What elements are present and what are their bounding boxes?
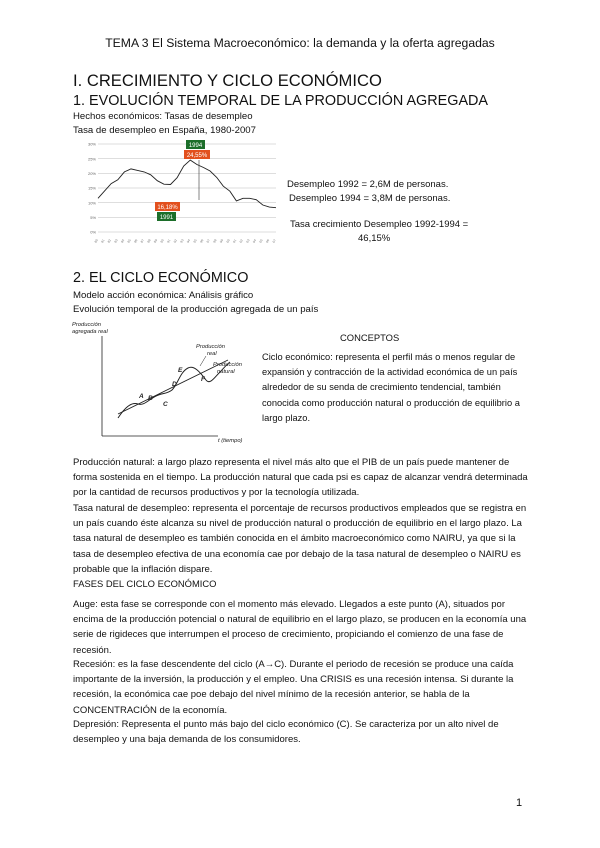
nairu-paragraph	[73, 501, 531, 577]
real-output-label-2: real	[207, 351, 217, 357]
recesion-text: : es la fase descendente del ciclo (A→C). Durante el periodo de recesión se produce una caída importante de la inversión, la producción y el empleo. Una CRISIS es una recesión intensa. Si durante la recesión, la económica cae poe debajo del nivel mínimo de la recesión anterior, se habla de la CONCENTRACIÓN de la economía.	[73, 659, 514, 716]
auge-text: : esta fase se corresponde con el momento más elevado. Llegados a este punto (A), situados por encima de la producción potencial o natural de equilibrio en el largo plazo, se producen en la economía una serie de rigideces que interrumpen el proceso de crecimiento, propiciando el comienzo de una fase de recesión.	[73, 599, 527, 656]
business-cycle-diagram	[68, 318, 254, 446]
chart-y-tick-label: 25%	[87, 156, 96, 162]
diagram-y-label-1: Producción	[72, 322, 102, 328]
point-label-a: A	[139, 393, 144, 400]
trend-label-1: Producción	[213, 362, 243, 368]
chart-x-tick-label: 99	[218, 238, 225, 244]
chart-x-tick-label: 82	[106, 238, 113, 244]
nairu-term: Tasa natural de desempleo	[73, 503, 188, 514]
chart-y-tick-label: 15%	[87, 185, 96, 191]
chart-x-tick-label: 00	[225, 238, 231, 244]
model-line: Modelo acción económica: Análisis gráfico	[73, 290, 254, 301]
chart-x-tick-label: 01	[232, 238, 238, 244]
chart-caption: Tasa de desempleo en España, 1980-2007	[73, 125, 256, 136]
chart-x-tick-label: 96	[199, 238, 205, 244]
chart-x-tick-label: 92	[172, 238, 178, 244]
point-label-c: C	[163, 401, 168, 408]
evolution-line: Evolución temporal de la producción agregada de un país	[73, 304, 319, 315]
subsection-title-2: 2. EL CICLO ECONÓMICO	[73, 270, 249, 286]
depresion-paragraph	[73, 717, 531, 747]
chart-x-tick-label: 88	[146, 238, 152, 244]
trough-rate-label: 16,18%	[157, 205, 178, 211]
chart-x-tick-label: 94	[185, 238, 192, 244]
diagram-x-label: t (tiempo)	[218, 438, 243, 444]
chart-x-tick-label: 89	[152, 238, 159, 244]
chart-x-tick-label: 81	[100, 238, 106, 244]
point-label-d: D	[172, 381, 177, 388]
diagram-y-label-2: agregada real	[72, 329, 108, 335]
chart-y-tick-label: 10%	[87, 200, 96, 206]
chart-x-tick-label: 86	[133, 238, 139, 244]
chart-x-tick-label: 02	[238, 238, 244, 244]
chart-x-tick-label: 84	[119, 238, 126, 244]
chart-x-tick-label: 80	[93, 238, 99, 244]
real-output-pointer	[200, 356, 206, 366]
page-number: 1	[516, 797, 523, 809]
note-growth: Tasa crecimiento Desempleo 1992-1994 =	[290, 219, 469, 230]
concepts-text: : representa el perfil más o menos regular de expansión y contracción de la actividad económica de un país alrededor de su senda de crecimiento tendencial, también conocida como producción natural o producción de equilibrio a largo plazo.	[262, 352, 520, 423]
point-label-f: F	[201, 376, 205, 383]
chart-x-tick-label: 90	[159, 238, 165, 244]
chart-x-tick-label: 98	[212, 238, 218, 244]
chart-y-tick-label: 30%	[87, 141, 96, 147]
chart-x-tick-label: 87	[139, 238, 146, 244]
chart-x-tick-label: 97	[205, 238, 211, 244]
chart-x-tick-label: 91	[166, 238, 172, 244]
natural-output-paragraph	[73, 455, 531, 501]
depresion-text: : Representa el punto más bajo del ciclo económico (C). Se caracteriza por un alto nivel de desempleo y una baja demanda de los consumidores.	[73, 719, 499, 746]
chart-x-tick-label: 04	[251, 238, 258, 244]
chart-x-tick-label: 03	[245, 238, 251, 244]
natural-output-text: : a largo plazo representa el nivel más alto que el PIB de un país puede mantener de forma sostenida en el tiempo. La producción natural que cada psi es capaz de alcanzar vendrá determinada por la cantidad de recursos productivos y por la tecnología utilizada.	[73, 457, 528, 499]
chart-x-tick-label: 05	[258, 238, 264, 244]
phases-title: FASES DEL CICLO ECONÓMICO	[73, 578, 217, 589]
chart-y-tick-label: 0%	[90, 229, 96, 235]
chart-x-tick-label: 85	[126, 238, 132, 244]
real-output-label-1: Producción	[196, 344, 226, 350]
subsection-title-1: 1. EVOLUCIÓN TEMPORAL DE LA PRODUCCIÓN AGREGADA	[73, 93, 489, 109]
chart-x-tick-label: 07	[271, 238, 277, 244]
point-label-e: E	[178, 367, 183, 374]
unemployment-chart	[80, 138, 280, 262]
facts-line: Hechos económicos: Tasas de desempleo	[73, 111, 253, 122]
trough-year-label: 1991	[159, 215, 174, 221]
chart-y-ticks	[88, 142, 96, 235]
note-1992: Desempleo 1992 = 2,6M de personas.	[287, 179, 449, 190]
chart-x-tick-label: 83	[113, 238, 119, 244]
note-growth-value: 46,15%	[358, 233, 391, 244]
natural-output-term: Producción natural	[73, 457, 153, 468]
auge-paragraph	[73, 597, 531, 658]
chart-x-tick-label: 95	[192, 238, 198, 244]
chart-y-tick-label: 5%	[90, 214, 96, 220]
auge-term: Auge	[73, 599, 96, 610]
chart-y-tick-label: 20%	[87, 170, 96, 176]
peak-rate-label: 24,55%	[186, 153, 208, 159]
trend-label-2: natural	[217, 369, 235, 375]
depresion-term: Depresión	[73, 719, 117, 730]
chart-x-tick-label: 93	[179, 238, 185, 244]
chart-x-ticks	[94, 238, 277, 243]
nairu-text: : representa el porcentaje de recursos productivos empleados que se registra en un país cuando éste alcanza su nivel de producción natural o producción de equilibrio en el largo plazo. La tasa natural de desempleo es también conocida en el ámbito macroeconómico como NAIRU, ya que si la tasa de desempleo efectiva de una economía cae por debajo de la tasa natural de desempleo o NAIRU es probable que la inflación dispare.	[73, 503, 527, 575]
unemployment-series-line	[98, 160, 276, 208]
concepts-title: CONCEPTOS	[340, 332, 400, 343]
chart-x-tick-label: 06	[265, 238, 271, 244]
concepts-term: Ciclo económico	[262, 352, 331, 362]
recesion-paragraph	[73, 657, 531, 718]
peak-year-label: 1994	[188, 143, 203, 149]
concepts-definition	[262, 350, 534, 426]
section-title: I. CRECIMIENTO Y CICLO ECONÓMICO	[73, 71, 382, 90]
page-header: TEMA 3 El Sistema Macroeconómico: la demanda y la oferta agregadas	[105, 36, 495, 50]
note-1994: Desempleo 1994 = 3,8M de personas.	[289, 193, 451, 204]
real-output-curve	[118, 362, 230, 418]
recesion-term: Recesión	[73, 659, 113, 670]
point-label-b: B	[148, 395, 153, 402]
